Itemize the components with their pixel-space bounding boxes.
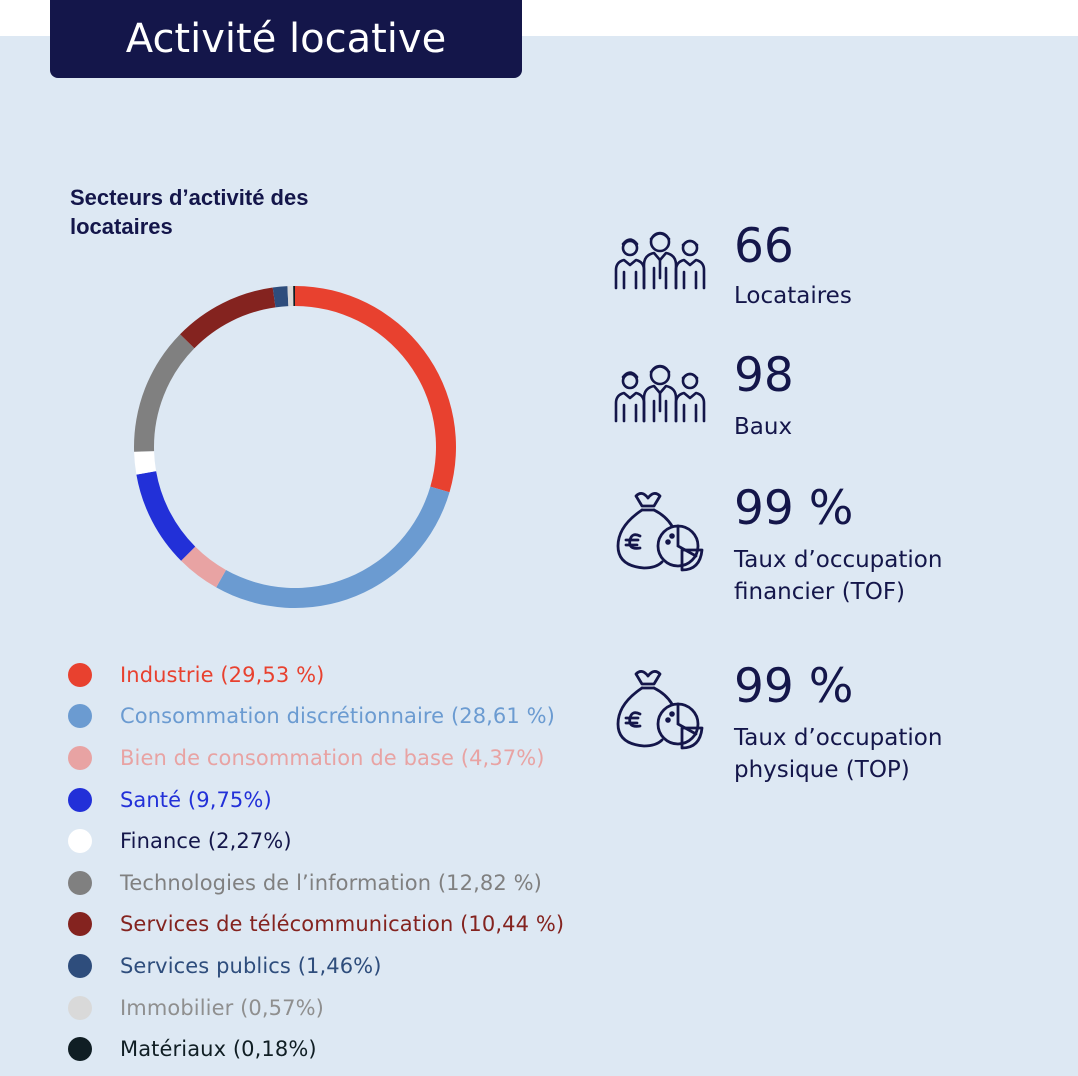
kpi-label-line1: Taux d’occupation: [734, 547, 943, 573]
donut-slice-1: [216, 487, 449, 608]
legend-item: [68, 904, 564, 946]
legend-item: [68, 987, 564, 1029]
kpi-tof: [610, 481, 1070, 614]
legend-swatch: [68, 829, 92, 853]
kpi-label: Locataires: [734, 283, 852, 309]
legend-label: Services publics (1,46%): [120, 953, 382, 978]
legend-label: Services de télécommunication (10,44 %): [120, 912, 565, 937]
legend-label: Technologies de l’information (12,82 %): [120, 870, 542, 895]
kpi-top: [610, 659, 1070, 792]
people-group-icon: [610, 222, 710, 292]
people-group-icon: [610, 355, 710, 425]
donut-slice-8: [287, 286, 293, 306]
page-title: Activité locative: [50, 0, 522, 78]
kpi-locataires: [610, 219, 1070, 322]
donut-slice-9: [293, 286, 295, 306]
legend-item: [68, 779, 564, 821]
kpi-label-line2: financier (TOF): [734, 579, 906, 605]
kpi-value: 99 %: [734, 481, 854, 536]
legend-swatch: [68, 1037, 92, 1061]
donut-slice-6: [180, 288, 275, 349]
chart-title: Secteurs d’activité des locataires: [70, 185, 309, 239]
donut-chart: [120, 272, 470, 622]
legend-swatch: [68, 996, 92, 1020]
kpi-value: 99 %: [734, 659, 854, 714]
kpi-label-line2: physique (TOP): [734, 757, 910, 783]
money-bag-pie-icon: [610, 662, 710, 762]
legend-label: Consommation discrétionnaire (28,61 %): [120, 704, 555, 729]
kpi-label-line1: Taux d’occupation: [734, 725, 943, 751]
legend-swatch: [68, 788, 92, 812]
kpi-value: 66: [734, 219, 794, 274]
legend-item: [68, 654, 564, 696]
legend-swatch: [68, 663, 92, 687]
legend-label: Bien de consommation de base (4,37%): [120, 745, 545, 770]
legend-item: [68, 1028, 564, 1070]
kpi-baux: [610, 348, 1070, 455]
legend-label: Finance (2,27%): [120, 829, 292, 854]
legend-label: Industrie (29,53 %): [120, 662, 325, 687]
legend-item: [68, 696, 564, 738]
legend-swatch: [68, 871, 92, 895]
legend-swatch: [68, 704, 92, 728]
chart-legend: [68, 654, 564, 1070]
legend-swatch: [68, 954, 92, 978]
legend-label: Matériaux (0,18%): [120, 1037, 317, 1062]
legend-item: [68, 945, 564, 987]
legend-item: [68, 862, 564, 904]
donut-slice-5: [134, 334, 194, 452]
legend-label: Santé (9,75%): [120, 787, 272, 812]
legend-item: [68, 737, 564, 779]
legend-label: Immobilier (0,57%): [120, 995, 324, 1020]
donut-slice-4: [134, 451, 156, 474]
donut-slice-3: [136, 471, 195, 561]
legend-swatch: [68, 912, 92, 936]
kpi-label: Baux: [734, 414, 793, 440]
money-bag-pie-icon: [610, 484, 710, 584]
legend-item: [68, 820, 564, 862]
donut-slice-0: [295, 286, 456, 492]
kpi-value: 98: [734, 348, 794, 403]
donut-slice-7: [273, 286, 289, 307]
legend-swatch: [68, 746, 92, 770]
